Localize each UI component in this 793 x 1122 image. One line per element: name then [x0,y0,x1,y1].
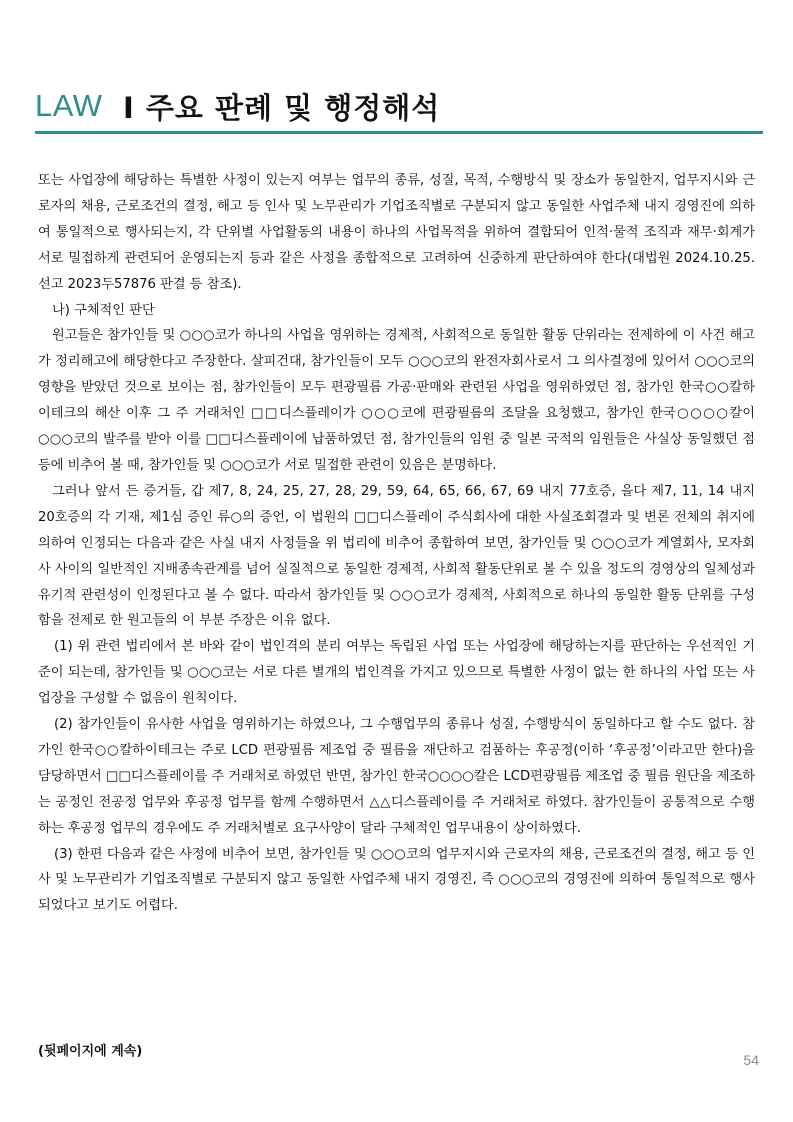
header-divider [35,131,763,134]
page-number: 54 [743,1052,759,1068]
paragraph: 또는 사업장에 해당하는 특별한 사정이 있는지 여부는 업무의 종류, 성질, 목적, 수행방식 및 장소가 동일한지, 업무지시와 근로자의 채용, 근로조건의 결정, 해고 등 인사 및 노무관리가 기업조직별로 구분되지 않고 동일한 사업주체 내지 경영진에 의하여 통일적으로 행사되는지, 각 단위별 사업활동의 내용이 하나의 사업목적을 위하여 결합되어 인적·물적 조직과 재무·회계가 서로 밀접하게 관련되어 운영되는지 등과 같은 사정을 종합적으로 고려하여 신중하게 판단하여야 한다(대법원 2024.10.25. 선고 2023두57876 판결 등 참조). [38,173,755,292]
subheading: 나) 구체적인 판단 [52,302,155,318]
paragraph: (3) 한편 다음과 같은 사정에 비추어 보면, 참가인들 및 ○○○코의 업무지시와 근로자의 채용, 근로조건의 결정, 해고 등 인사 및 노무관리가 기업조직별로 구분되지 않고 동일한 사업주체 내지 경영진, 즉 ○○○코의 경영진에 의하여 통일적으로 행사되었다고 보기도 어렵다. [38,846,755,914]
continued-note: (뒷페이지에 계속) [38,1044,143,1059]
paragraph: 원고들은 참가인들 및 ○○○코가 하나의 사업을 영위하는 경제적, 사회적으로 동일한 활동 단위라는 전제하에 이 사건 해고가 정리해고에 해당한다고 주장한다. 살피건대, 참가인들이 모두 ○○○코의 완전자회사로서 그 의사결정에 있어서 ○○○코의 영향을 받았던 것으로 보이는 점, 참가인들이 모두 편광필름 가공·판매와 관련된 사업을 영위하였던 점, 참가인 한국○○칼하이테크의 해산 이후 그 주 거래처인 □□디스플레이가 ○○○코에 편광필름의 조달을 요청했고, 참가인 한국○○○○칼이 ○○○코의 발주를 받아 이를 □□디스플레이에 납품하였던 점, 참가인들의 임원 중 일본 국적의 임원들은 사실상 동일했던 점 등에 비추어 볼 때, 참가인들 및 ○○○코가 서로 밀접한 관련이 있음은 분명하다. [38,328,755,473]
section-label: LAW [35,88,103,123]
page-title: I 주요 판례 및 행정해석 [123,91,441,125]
paragraph: (1) 위 관련 법리에서 본 바와 같이 법인격의 분리 여부는 독립된 사업 또는 사업장에 해당하는지를 판단하는 우선적인 기준이 되는데, 참가인들 및 ○○○코는 서로 다른 별개의 법인격을 가지고 있으므로 특별한 사정이 없는 한 하나의 사업 또는 사업장을 구성할 수 없음이 원칙이다. [38,639,755,707]
page-header [35,86,762,136]
paragraph: (2) 참가인들이 유사한 사업을 영위하기는 하였으나, 그 수행업무의 종류나 성질, 수행방식이 동일하다고 할 수도 없다. 참가인 한국○○칼하이테크는 주로 LCD 편광필름 제조업 중 필름을 재단하고 검품하는 후공정(이하 ‘후공정’이라고만 한다)을 담당하면서 □□디스플레이를 주 거래처로 하였던 반면, 참가인 한국○○○○칼은 LCD편광필름 제조업 중 필름 원단을 제조하는 공정인 전공정 업무와 후공정 업무를 함께 수행하면서 △△디스플레이를 주 거래처로 하였다. 참가인들이 공통적으로 수행하는 후공정 업무의 경우에도 주 거래처별로 요구사양이 달라 구체적인 업무내용이 상이하였다. [38,717,755,836]
paragraph: 그러나 앞서 든 증거들, 갑 제7, 8, 24, 25, 27, 28, 29, 59, 64, 65, 66, 67, 69 내지 77호증, 을다 제7, 11, 14 내지 20호증의 각 기재, 제1심 증인 류○의 증언, 이 법원의 □□디스플레이 주식회사에 대한 사실조회결과 및 변론 전체의 취지에 의하여 인정되는 다음과 같은 사실 내지 사정들을 위 법리에 비추어 종합하여 보면, 참가인들 및 ○○○코가 계열회사, 모자회사 사이의 일반적인 지배종속관계를 넘어 실질적으로 동일한 경제적, 사회적 활동단위로 볼 수 있을 정도의 경영상의 일체성과 유기적 관련성이 인정된다고 볼 수 없다. 따라서 참가인들 및 ○○○코가 경제적, 사회적으로 하나의 동일한 활동 단위를 구성함을 전제로 한 원고들의 이 부분 주장은 이유 없다. [38,483,755,629]
body-text [38,168,755,919]
